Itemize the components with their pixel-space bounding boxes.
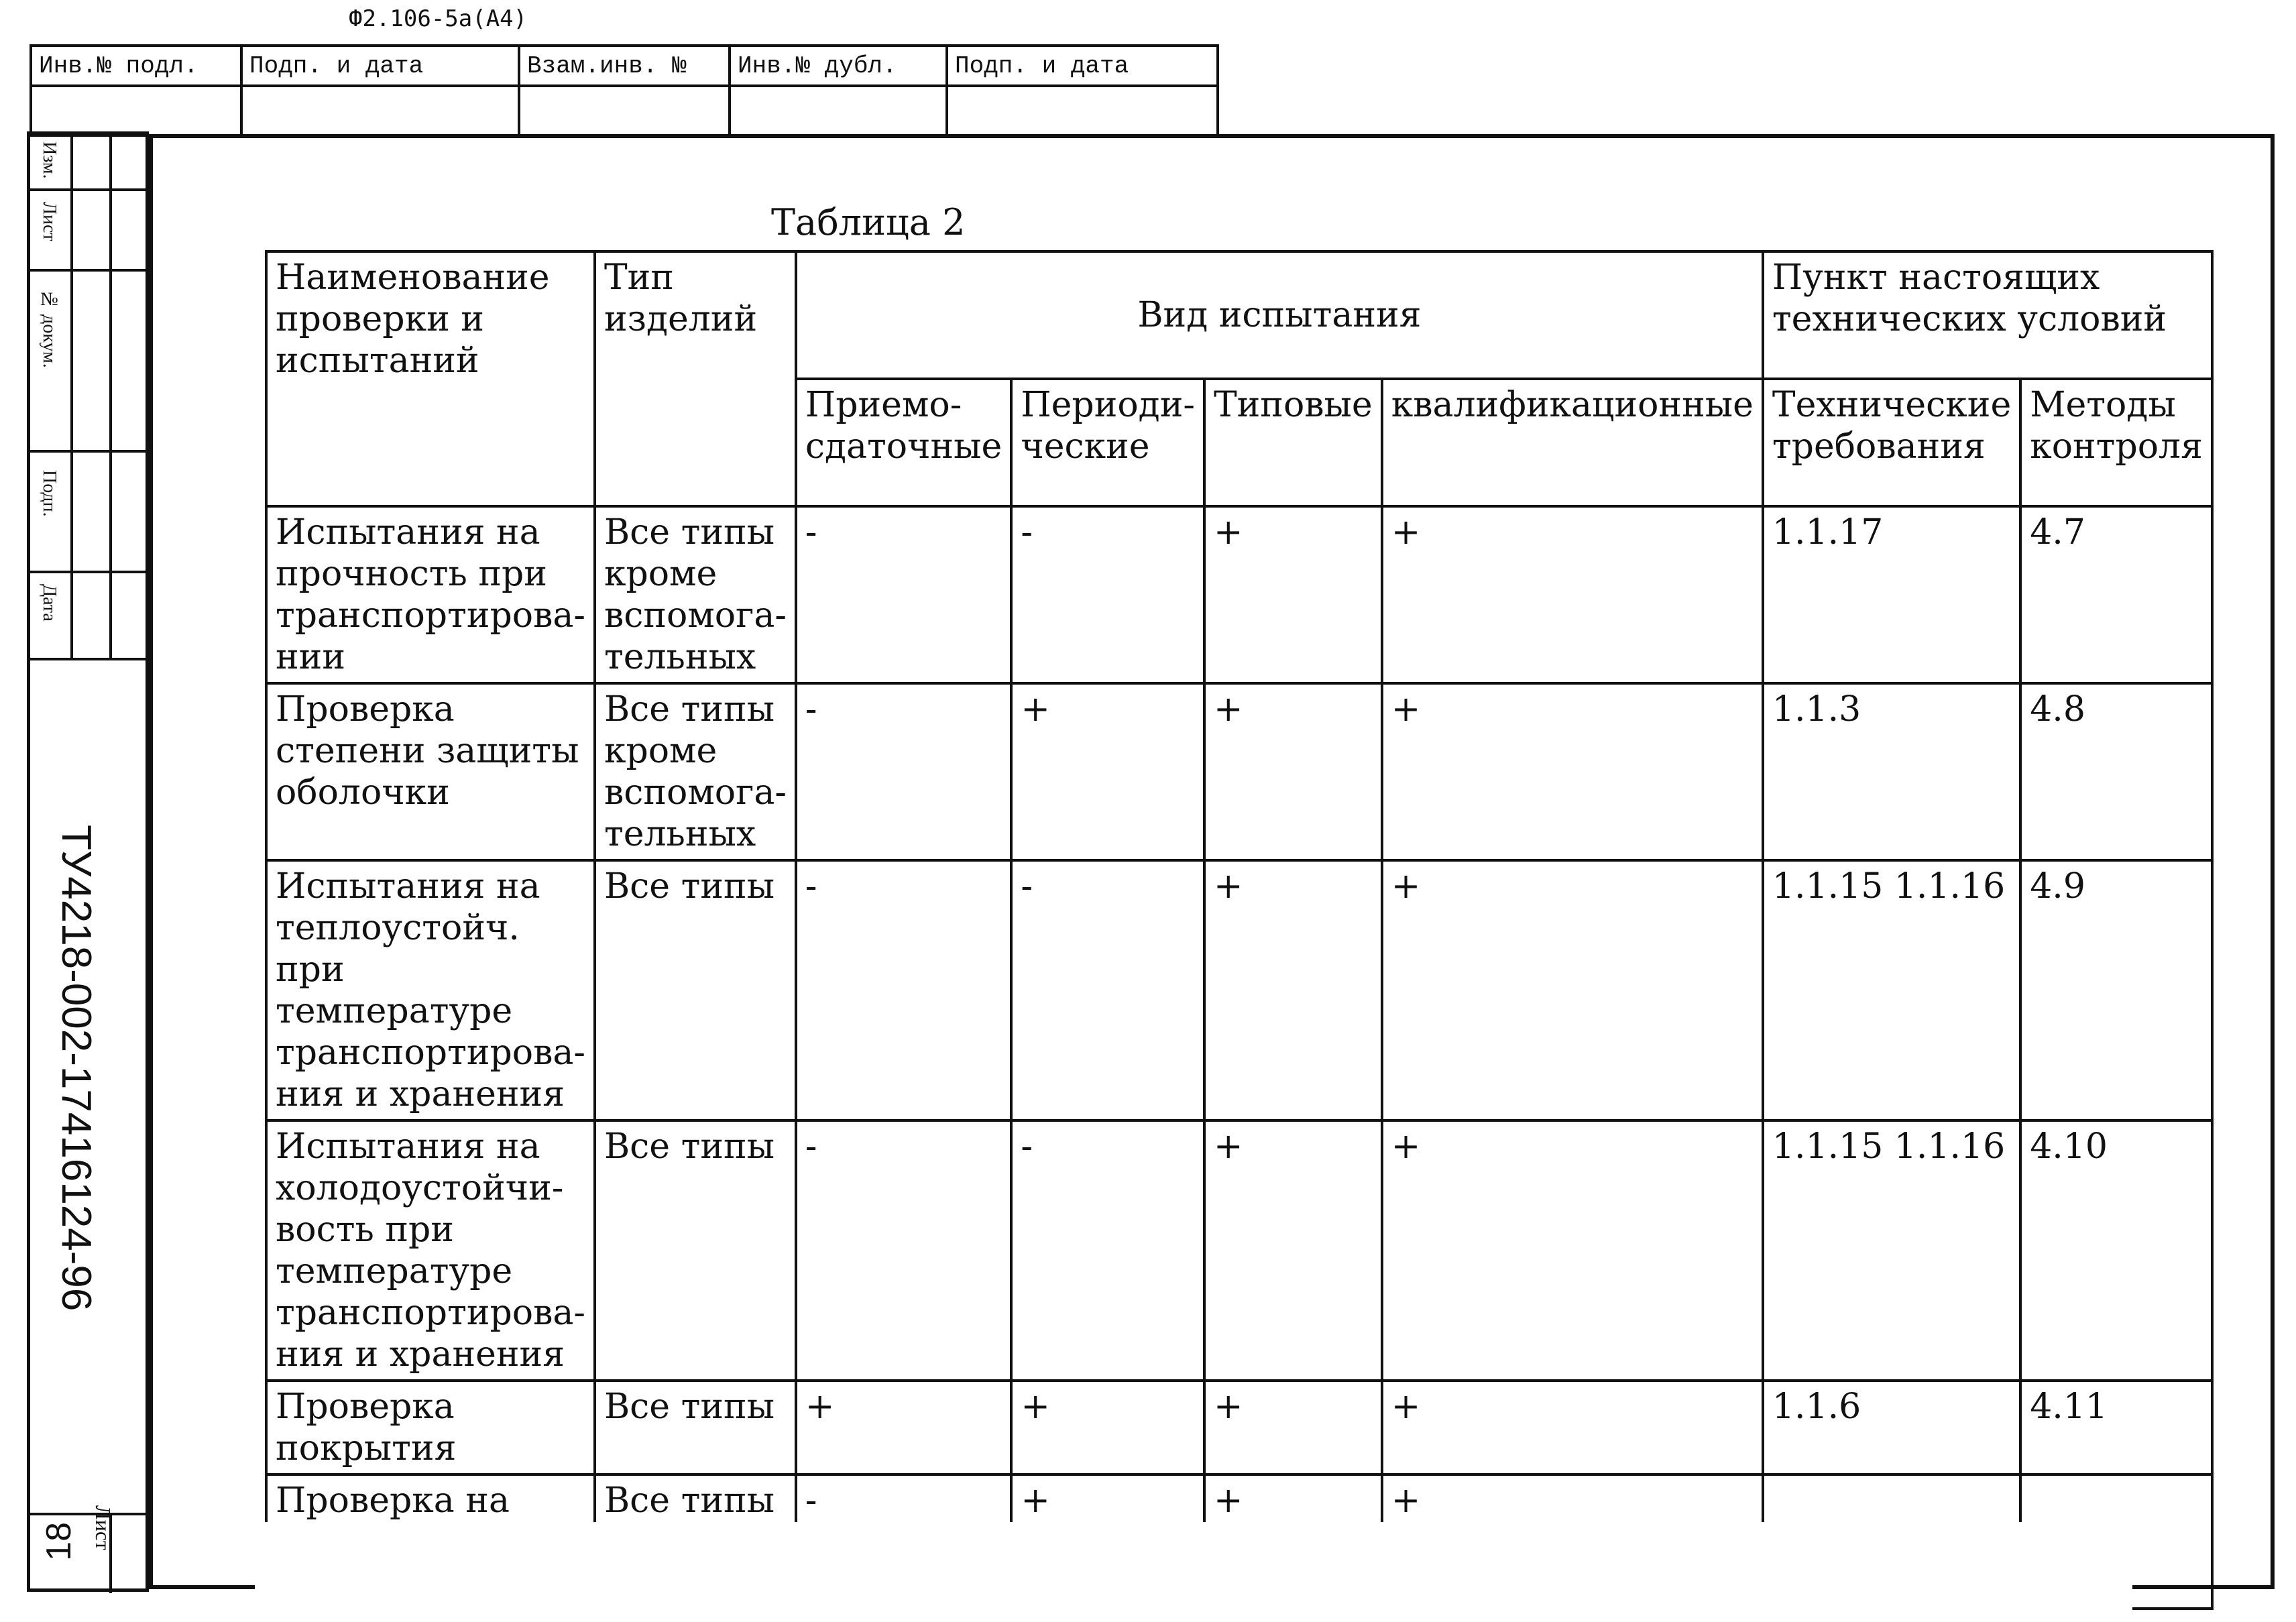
approval-stamp bbox=[30, 44, 1219, 137]
stamp-cell bbox=[241, 86, 519, 135]
cell-periodic: + bbox=[1011, 1381, 1204, 1474]
header-test-name: Наименование проверки и испытаний bbox=[266, 251, 595, 506]
cell-control-method: 4.11 bbox=[2020, 1381, 2212, 1474]
stamp-header-sign-date: Подп. и дата bbox=[241, 46, 519, 86]
cell-tech-requirements: 1.1.15 1.1.16 bbox=[1763, 1120, 2020, 1381]
stamp-header-inv-orig: Инв.№ подл. bbox=[31, 46, 241, 86]
cell-acceptance: - bbox=[796, 860, 1011, 1120]
cell-test-name: Испытания на прочность при транспортирова-нии bbox=[266, 506, 595, 683]
page-cutoff bbox=[255, 1522, 2132, 1616]
cell-tech-requirements: 1.1.17 bbox=[1763, 506, 2020, 683]
header-control-methods: Методы контроля bbox=[2020, 379, 2212, 506]
table-row bbox=[266, 1381, 2212, 1474]
sheet-number: 18 bbox=[40, 1522, 78, 1561]
sheet-label: Лист bbox=[91, 1505, 115, 1551]
cell-acceptance: - bbox=[796, 1120, 1011, 1381]
stamp-header-inv-dup: Инв.№ дубл. bbox=[730, 46, 947, 86]
cell-product-type: Все типы bbox=[595, 1120, 796, 1381]
cell-product-type: Все типы bbox=[595, 1381, 796, 1474]
document-number: ТУ4218-002-17416124-96 bbox=[53, 825, 99, 1312]
cell-tech-requirements: 1.1.6 bbox=[1763, 1381, 2020, 1474]
cell-acceptance: - bbox=[796, 683, 1011, 860]
cell-periodic: + bbox=[1011, 1474, 1204, 1609]
cell-qualification: + bbox=[1382, 1381, 1763, 1474]
cell-product-type: Все типы кроме вспомога-тельных bbox=[595, 683, 796, 860]
tests-table bbox=[265, 250, 2214, 1610]
cell-qualification: + bbox=[1382, 1120, 1763, 1381]
cell-qualification: + bbox=[1382, 1474, 1763, 1609]
header-periodic: Периоди-ческие bbox=[1011, 379, 1204, 506]
sidebar-divider bbox=[30, 269, 152, 272]
stamp-cell bbox=[947, 86, 1218, 135]
cell-product-type: Все типы bbox=[595, 860, 796, 1120]
sidebar-label-doc-no: № докум. bbox=[39, 289, 60, 368]
sidebar-label-date: Дата bbox=[39, 584, 60, 622]
stamp-cell bbox=[31, 86, 241, 135]
stamp-cell bbox=[730, 86, 947, 135]
header-spec-points: Пункт настоящих технических условий bbox=[1763, 251, 2212, 379]
cell-periodic: - bbox=[1011, 506, 1204, 683]
cell-type-tests: + bbox=[1204, 860, 1382, 1120]
cell-acceptance: + bbox=[796, 1381, 1011, 1474]
cell-control-method: 4.7 bbox=[2020, 506, 2212, 683]
stamp-header-replace-inv: Взам.инв. № bbox=[519, 46, 730, 86]
cell-type-tests: + bbox=[1204, 1474, 1382, 1609]
cell-test-name: Проверка степени защиты оболочки bbox=[266, 683, 595, 860]
header-type-tests: Типовые bbox=[1204, 379, 1382, 506]
cell-type-tests: + bbox=[1204, 1120, 1382, 1381]
sidebar-label-sheet: Лист bbox=[39, 202, 60, 241]
cell-product-type: Все типы bbox=[595, 1474, 796, 1609]
cell-qualification: + bbox=[1382, 860, 1763, 1120]
cell-product-type: Все типы кроме вспомога-тельных bbox=[595, 506, 796, 683]
cell-periodic: - bbox=[1011, 860, 1204, 1120]
table-row bbox=[266, 860, 2212, 1120]
cell-test-name: Проверка покрытия bbox=[266, 1381, 595, 1474]
sidebar-label-sign: Подп. bbox=[39, 470, 60, 517]
cell-type-tests: + bbox=[1204, 683, 1382, 860]
cell-tech-requirements: 1.1.15 1.1.16 bbox=[1763, 860, 2020, 1120]
sidebar-label-change: Изм. bbox=[39, 141, 60, 179]
header-qualification: квалификационные bbox=[1382, 379, 1763, 506]
header-product-type: Тип изделий bbox=[595, 251, 796, 506]
cell-control-method: 4.9 bbox=[2020, 860, 2212, 1120]
cell-acceptance: - bbox=[796, 1474, 1011, 1609]
cell-control-method: 4.10 bbox=[2020, 1120, 2212, 1381]
form-code: Ф2.106-5а(А4) bbox=[349, 5, 528, 32]
stamp-header-sign-date-2: Подп. и дата bbox=[947, 46, 1218, 86]
cell-test-name: Проверка на bbox=[266, 1474, 595, 1609]
cell-test-name: Испытания на холодоустойчи-вость при температуре транспортирова-ния и хранения bbox=[266, 1120, 595, 1381]
sidebar-divider bbox=[30, 188, 152, 191]
table-caption: Таблица 2 bbox=[771, 201, 966, 243]
cell-type-tests: + bbox=[1204, 506, 1382, 683]
cell-acceptance: - bbox=[796, 506, 1011, 683]
stamp-cell bbox=[519, 86, 730, 135]
cell-test-name: Испытания на теплоустойч. при температуре транспортирова-ния и хранения bbox=[266, 860, 595, 1120]
sidebar-divider bbox=[30, 658, 152, 660]
sidebar-divider bbox=[70, 135, 73, 658]
cell-type-tests: + bbox=[1204, 1381, 1382, 1474]
sidebar-divider bbox=[109, 135, 112, 658]
cell-qualification: + bbox=[1382, 506, 1763, 683]
cell-tech-requirements: 1.1.3 bbox=[1763, 683, 2020, 860]
table-row bbox=[266, 506, 2212, 683]
table-row bbox=[266, 683, 2212, 860]
table-row bbox=[266, 1120, 2212, 1381]
cell-periodic: + bbox=[1011, 683, 1204, 860]
sidebar-divider bbox=[30, 450, 152, 453]
header-test-kind: Вид испытания bbox=[796, 251, 1763, 379]
header-tech-requirements: Технические требования bbox=[1763, 379, 2020, 506]
cell-periodic: - bbox=[1011, 1120, 1204, 1381]
cell-control-method: 4.8 bbox=[2020, 683, 2212, 860]
sidebar-divider bbox=[30, 571, 152, 573]
header-acceptance: Приемо-сдаточные bbox=[796, 379, 1011, 506]
cell-qualification: + bbox=[1382, 683, 1763, 860]
